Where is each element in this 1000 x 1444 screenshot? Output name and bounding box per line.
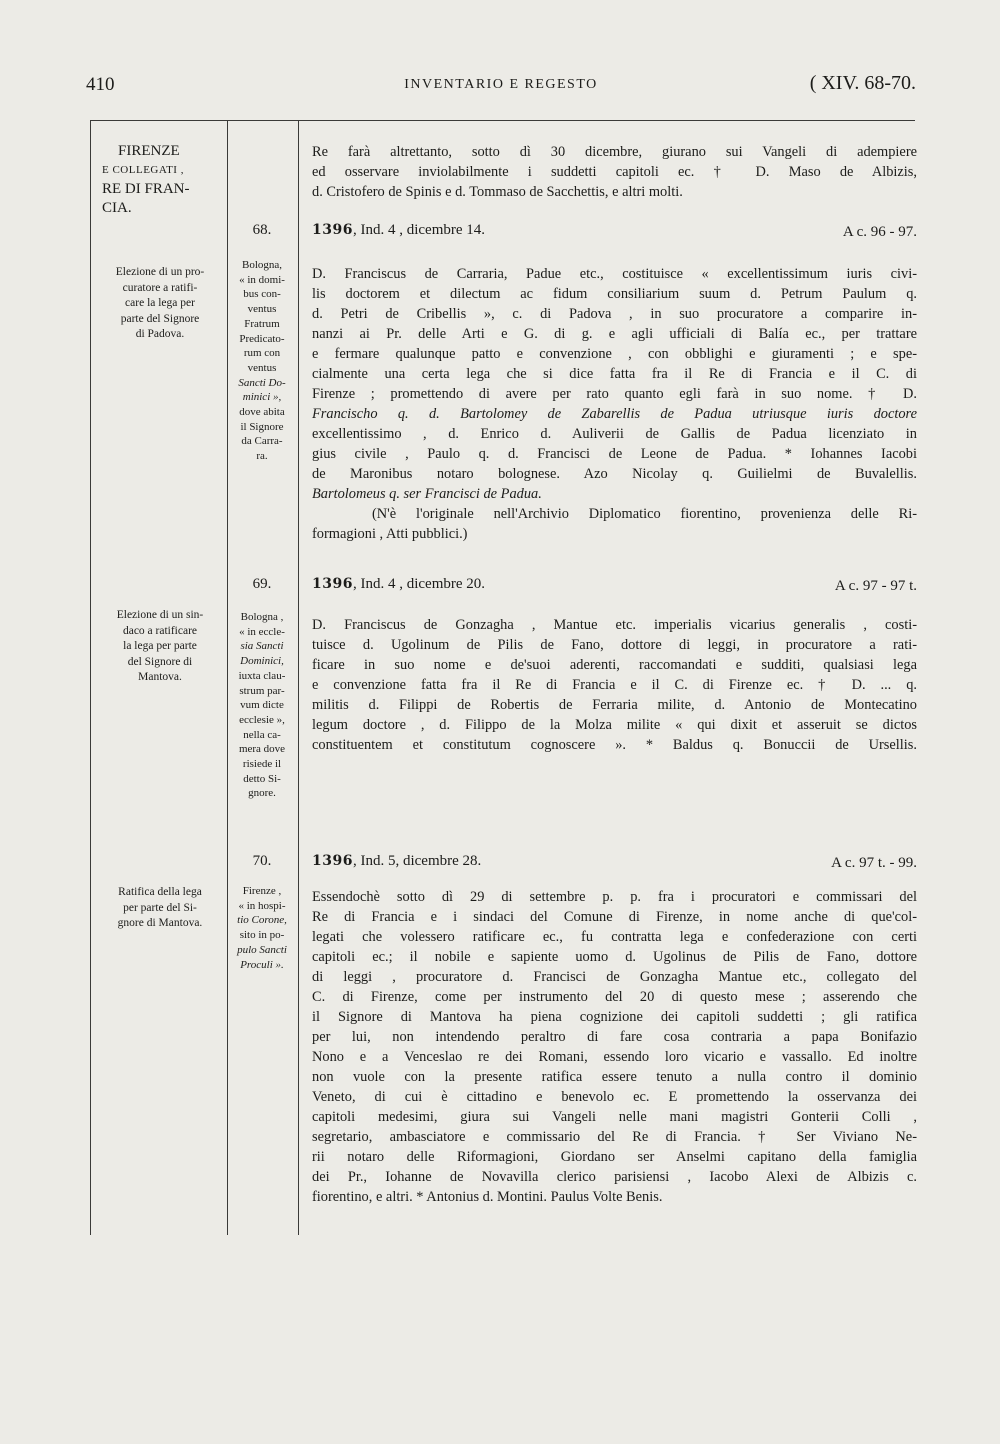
place-line: rum con — [243, 347, 281, 360]
place-69 — [230, 610, 294, 801]
entry-folio-ref: A c. 96 - 97. — [842, 224, 917, 240]
header-line-3: RE DI FRAN- — [102, 181, 190, 197]
page-number: 410 — [86, 74, 115, 95]
entry-year: 1396 — [312, 222, 353, 238]
margin-line: del Signore di — [127, 655, 193, 668]
entry-folio-ref: A c. 97 t. - 99. — [831, 855, 917, 871]
text-line: militis d. Filippi de Robertis de Ferraria milite, d. Antonio de Montecatino — [312, 697, 917, 713]
note-line: (N'è l'originale nell'Archivio Diplomatico fiorentino, provenienza delle Ri- — [372, 506, 917, 522]
text-line: non vuole con la presente ratifica essere tenuto a nulla contro il dominio — [312, 1069, 917, 1085]
entry-69-body — [312, 615, 917, 755]
text-line: Re farà altrettanto, sotto dì 30 dicembre, giurano sui Vangeli di adempiere — [312, 144, 917, 160]
place-line: dove abita — [239, 406, 285, 419]
entry-69-heading — [312, 576, 917, 598]
margin-line: per parte del Si- — [123, 901, 197, 914]
entry-year: 1396 — [312, 853, 353, 869]
place-line: Firenze , — [242, 885, 282, 897]
note-line: formagioni , Atti pubblici.) — [312, 526, 468, 542]
margin-line: parte del Signore — [120, 312, 200, 325]
text-line: per lui, non intendendo peraltro di fare cosa contraria a papa Bonifazio — [312, 1029, 917, 1045]
place-line: Proculi ». — [240, 958, 284, 971]
text-line: de Maronibus notaro bolognese. Azo Nicolay q. Guilielmi de Buvalellis. — [312, 466, 917, 482]
place-line: sia Sancti — [240, 640, 284, 653]
text-line: fiorentino, e altri. * Antonius d. Montini. Paulus Volte Benis. — [312, 1189, 663, 1205]
place-line: minici », — [242, 391, 282, 404]
text-line: capitoli medesimi, giura sui Vangeli nelle mani magistri Gonterii Colli , — [312, 1109, 917, 1125]
margin-note-68 — [96, 265, 224, 343]
entry-date-text: , Ind. 4 , dicembre 20. — [352, 576, 486, 592]
text-line: ficare in suo nome e de'suoi aderenti, raccomandati e sudditi, qualsiasi lega — [312, 657, 917, 673]
place-line: Bologna, — [241, 259, 283, 271]
margin-line: Ratifica della lega — [118, 886, 202, 898]
place-line: mera dove — [238, 743, 286, 756]
margin-line: Elezione di un pro- — [115, 266, 205, 278]
left-border — [90, 120, 91, 1235]
header-line-2: E COLLEGATI , — [102, 164, 184, 176]
text-line: segretario, ambasciatore e commissario del Re di Francia. † Ser Viviano Ne- — [312, 1129, 917, 1145]
entry-68-heading — [312, 222, 917, 244]
text-line: d. Petri de Cribellis », c. di Padova , in suo procuratore a comparire in- — [312, 306, 917, 322]
entry-number-70: 70. — [252, 853, 272, 869]
text-line: ed osservare inviolabilmente i suddetti capitoli ec. † D. Maso de Albizis, — [312, 164, 917, 180]
entry-date — [312, 222, 485, 239]
text-line: nanzi ai Pr. delle Arti e G. di g. e agli ufficiali di Balía ec., per trattare — [312, 326, 917, 342]
place-line: risiede il — [242, 758, 282, 771]
intro-paragraph — [312, 142, 917, 202]
place-line: Fratrum — [244, 317, 280, 330]
margin-line: Elezione di un sin- — [116, 609, 204, 621]
text-line: Bartolomeus q. ser Francisci de Padua. — [312, 486, 542, 502]
margin-line: curatore a ratifi- — [122, 281, 198, 294]
text-line: dei Pr., Iohanne de Novavilla clerico parisiensi , Iacobo Alexi de Albizis c. — [312, 1169, 917, 1185]
text-line: excellentissimo , d. Enrico d. Auliverii de Gallis de Padua licenziato in — [312, 426, 917, 442]
place-line: Bologna , — [240, 611, 284, 623]
column-divider-2 — [298, 120, 299, 1235]
margin-line: la lega per parte — [123, 640, 197, 652]
text-line: Re di Francia e i sindaci del Comune di Firenze, in nome anche di que'col- — [312, 909, 917, 925]
place-line: « in domi- — [239, 273, 285, 286]
text-line: lis doctorem et dilectum ac fidum consiliarium suum d. Petrum Paulum q. — [312, 286, 917, 302]
margin-line: care la lega per — [125, 297, 195, 309]
place-line: ventus — [247, 361, 277, 374]
text-line: il Signore di Mantova ha piena cognizione dei capitoli suddetti ; gli ratifica — [312, 1009, 917, 1025]
header-line-4: CIA. — [102, 200, 132, 216]
text-line: tuisce d. Ugolinum de Pilis de Fano, dottore di leggi, in procuratore a rati- — [312, 637, 917, 653]
text-line: Nono e a Venceslao re dei Romani, essendo loro vicario e vassallo. Ed inoltre — [312, 1049, 917, 1065]
place-line: nella ca- — [243, 728, 281, 741]
place-line: Sancti Do- — [238, 376, 286, 389]
entry-folio-ref: A c. 97 - 97 t. — [834, 578, 917, 594]
text-line: cialmente una certa lega che si dice fatta fra il Re di Francia e il C. di — [312, 366, 917, 382]
text-line: C. di Firenze, come per instrumento del 20 di questo mese ; asserendo che — [312, 989, 917, 1005]
text-line: capitoli ec.; il nobile e sapiente uomo d. Ugolinus de Pilis de Fano, dottore — [312, 949, 917, 965]
text-line: D. Franciscus de Carraria, Padue etc., costituisce « excellentissimum iuris civi- — [312, 266, 917, 282]
place-line: ecclesie », — [239, 713, 285, 726]
place-line: Predicato- — [239, 332, 285, 345]
text-line: legum doctore , d. Filippo de la Molza milite « qui dixit et asseruit se dictos — [312, 717, 917, 733]
entry-70-body — [312, 887, 917, 1207]
place-line: « in eccle- — [239, 625, 285, 638]
entry-date-text: , Ind. 5, dicembre 28. — [352, 853, 482, 869]
entry-number-69: 69. — [252, 576, 272, 592]
place-line: vum dicte — [240, 699, 284, 712]
text-line: d. Cristofero de Spinis e d. Tommaso de Sacchettis, e altri molti. — [312, 184, 683, 200]
left-column-header — [96, 142, 224, 218]
text-line: rii notaro delle Riformagioni, Giordano ser Anselmi capitano della famiglia — [312, 1149, 917, 1165]
entry-number-68: 68. — [252, 222, 272, 238]
place-line: sito in po- — [239, 929, 285, 942]
place-line: detto Si- — [243, 772, 281, 785]
margin-line: Mantova. — [138, 671, 182, 683]
place-line: da Carra- — [241, 435, 283, 448]
section-ref: ( XIV. 68-70. — [809, 72, 916, 94]
text-line: legati che volessero ratificare ec., fu contratta lega e confederazione con certi — [312, 929, 917, 945]
margin-line: di Padova. — [135, 328, 185, 340]
place-line: bus con- — [243, 288, 281, 301]
entry-year: 1396 — [312, 576, 353, 592]
place-70 — [230, 884, 294, 972]
text-line: e convenzione fatta fra il Re di Francia e il C. di Firenze ec. † D. ... q. — [312, 677, 917, 693]
text-line: D. Franciscus de Gonzagha , Mantue etc. imperialis vicarius generalis , costi- — [312, 617, 917, 633]
place-line: iuxta clau- — [238, 669, 286, 682]
place-line: « in hospi- — [238, 899, 286, 912]
place-line: gnore. — [248, 787, 276, 800]
entry-date — [312, 576, 485, 593]
text-line: di leggi , procuratore d. Francisci de Gonzagha Mantue etc., collegato del — [312, 969, 917, 985]
text-line: Essendochè sotto dì 29 di settembre p. p. fra i procuratori e commissari del — [312, 889, 917, 905]
place-line: ventus — [247, 303, 277, 316]
place-line: ra. — [256, 450, 268, 463]
place-68 — [230, 258, 294, 464]
place-line: il Signore — [240, 420, 284, 433]
text-line: Veneto, di cui è cittadino e benevolo ec. E promettendo la osservanza dei — [312, 1089, 917, 1105]
header-line-1: FIRENZE — [118, 143, 180, 159]
margin-line: gnore di Mantova. — [117, 917, 203, 929]
entry-date-text: , Ind. 4 , dicembre 14. — [352, 222, 486, 238]
place-line: strum par- — [239, 684, 285, 697]
text-line: Francischo q. d. Bartolomey de Zabarellis de Padua utriusque iuris doctore — [312, 406, 917, 422]
text-line: constituentem et constitutum cognoscere ». * Baldus q. Bonuccii de Ursellis. — [312, 737, 917, 753]
running-title: INVENTARIO E REGESTO — [404, 77, 598, 92]
text-line: Firenze ; promettendo di avere per rato quanto egli farà in suo nome. † D. — [312, 386, 917, 402]
text-line: gius civile , Paulo q. d. Francisci de Leone de Padua. * Iohannes Iacobi — [312, 446, 917, 462]
entry-date — [312, 853, 481, 870]
margin-note-70 — [96, 885, 224, 932]
margin-note-69 — [96, 608, 224, 686]
top-rule — [90, 120, 915, 121]
entry-68-body — [312, 264, 917, 544]
text-line: e fermare qualunque patto e convenzione , con obblighi e giuramenti ; e spe- — [312, 346, 917, 362]
place-line: tio Corone, — [237, 914, 287, 927]
place-line: Dominici, — [240, 655, 284, 668]
place-line: pulo Sancti — [237, 943, 287, 956]
running-header — [86, 74, 916, 104]
margin-line: daco a ratificare — [122, 624, 198, 637]
entry-70-heading — [312, 853, 917, 875]
column-divider-1 — [227, 120, 228, 1235]
